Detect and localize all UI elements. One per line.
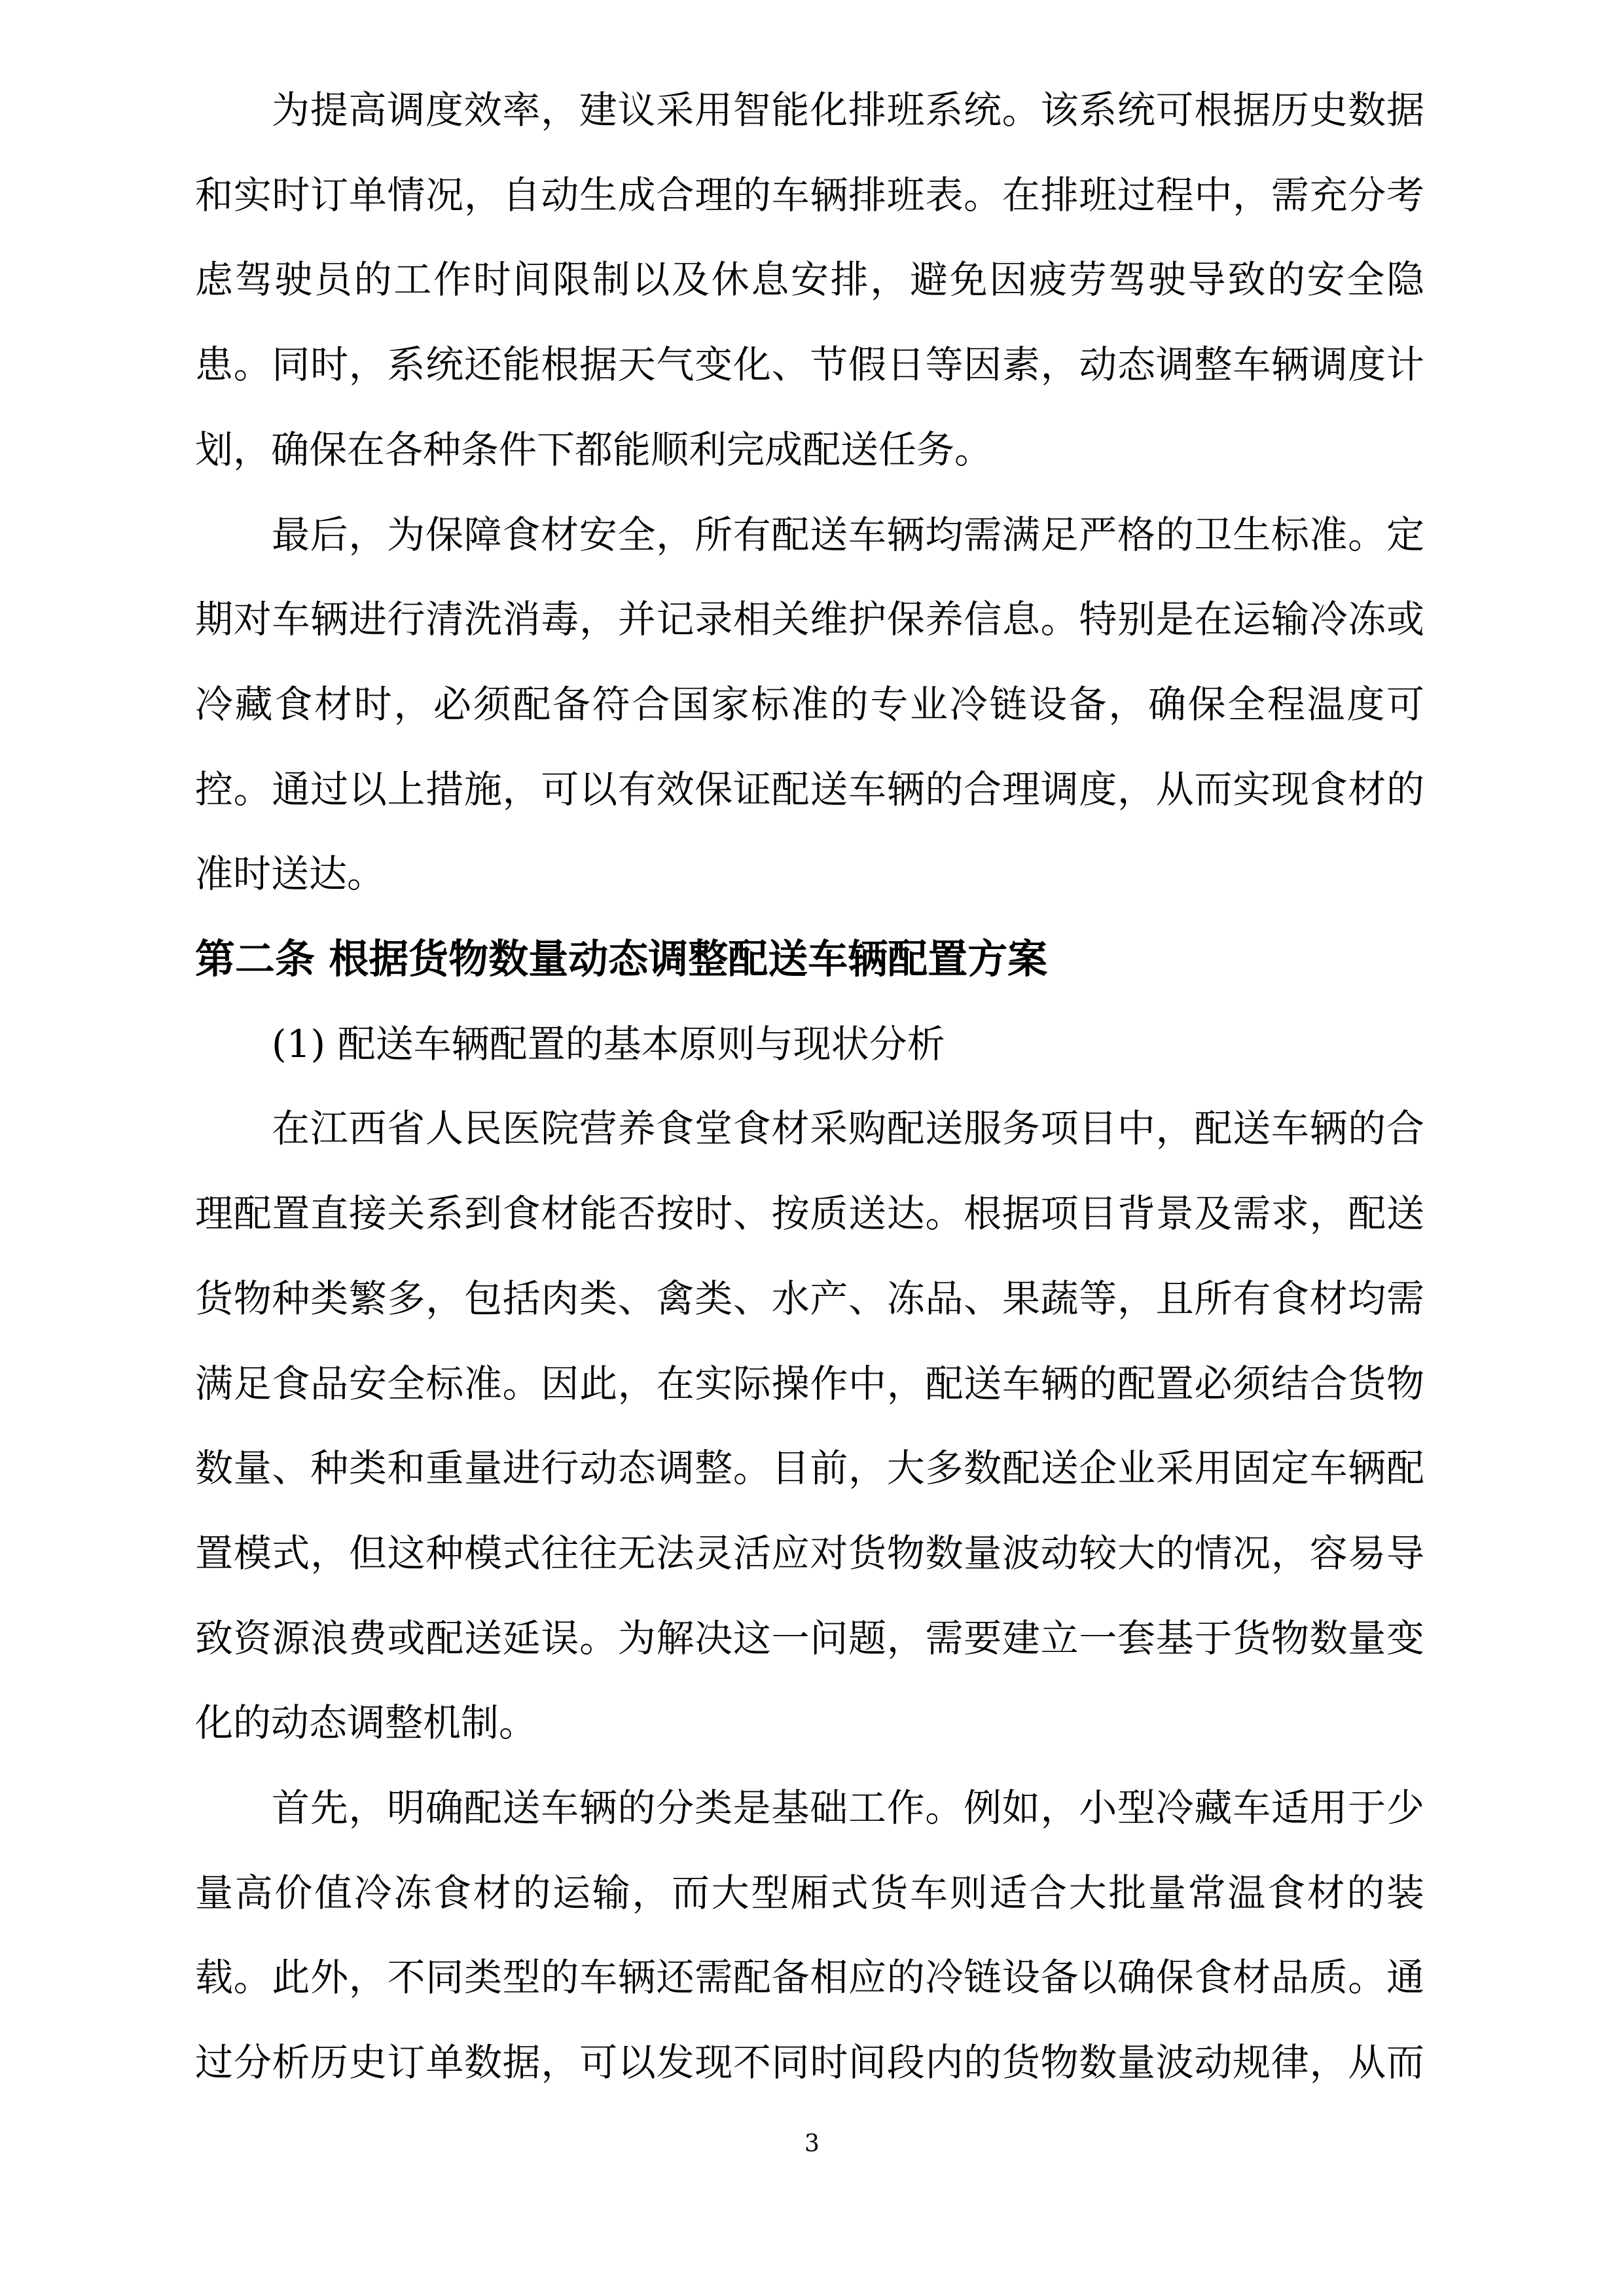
text-line: 量高价值冷冻食材的运输，而大型厢式货车则适合大批量常温食材的装 bbox=[195, 1870, 1424, 1915]
text-line: 过分析历史订单数据，可以发现不同时间段内的货物数量波动规律，从而 bbox=[195, 2040, 1424, 2085]
text-line: 首先，明确配送车辆的分类是基础工作。例如，小型冷藏车适用于少 bbox=[272, 1785, 1424, 1831]
subsection-heading: (1) 配送车辆配置的基本原则与现状分析 bbox=[272, 1021, 945, 1066]
paragraphs-before bbox=[195, 68, 1424, 917]
text-line: 化的动态调整机制。 bbox=[195, 1700, 537, 1746]
page-number: 3 bbox=[804, 2130, 820, 2157]
document-body bbox=[195, 68, 1424, 2106]
text-line: 期对车辆进行清洗消毒，并记录相关维护保养信息。特别是在运输冷冻或 bbox=[195, 597, 1424, 642]
text-line: 为提高调度效率，建议采用智能化排班系统。该系统可根据历史数据 bbox=[272, 88, 1424, 132]
text-line: 在江西省人民医院营养食堂食材采购配送服务项目中，配送车辆的合 bbox=[272, 1106, 1424, 1151]
text-line: 货物种类繁多，包括肉类、禽类、水产、冻品、果蔬等，且所有食材均需 bbox=[195, 1276, 1424, 1321]
paragraphs-after bbox=[195, 1086, 1424, 2105]
text-line: 载。此外，不同类型的车辆还需配备相应的冷链设备以确保食材品质。通 bbox=[195, 1955, 1424, 2000]
text-line: 准时送达。 bbox=[195, 852, 386, 897]
paragraph bbox=[195, 1766, 1424, 2106]
text-line: 致资源浪费或配送延误。为解决这一问题，需要建立一套基于货物数量变 bbox=[195, 1615, 1424, 1660]
text-line: 理配置直接关系到食材能否按时、按质送达。根据项目背景及需求，配送 bbox=[195, 1191, 1424, 1236]
paragraph bbox=[195, 1086, 1424, 1766]
text-line: 数量、种类和重量进行动态调整。目前，大多数配送企业采用固定车辆配 bbox=[195, 1446, 1424, 1491]
paragraph bbox=[195, 68, 1424, 493]
text-line: 患。同时，系统还能根据天气变化、节假日等因素，动态调整车辆调度计 bbox=[195, 342, 1424, 387]
text-line: 置模式，但这种模式往往无法灵活应对货物数量波动较大的情况，容易导 bbox=[195, 1530, 1424, 1575]
text-line: 控。通过以上措施，可以有效保证配送车辆的合理调度，从而实现食材的 bbox=[195, 766, 1424, 812]
text-line: 满足食品安全标准。因此，在实际操作中，配送车辆的配置必须结合货物 bbox=[195, 1361, 1424, 1406]
text-line: 和实时订单情况，自动生成合理的车辆排班表。在排班过程中，需充分考 bbox=[195, 172, 1424, 217]
text-line: 虑驾驶员的工作时间限制以及休息安排，避免因疲劳驾驶导致的安全隐 bbox=[195, 257, 1424, 302]
section-heading: 第二条 根据货物数量动态调整配送车辆配置方案 bbox=[195, 936, 1048, 983]
text-line: 划，确保在各种条件下都能顺利完成配送任务。 bbox=[195, 427, 993, 472]
paragraph bbox=[195, 493, 1424, 918]
text-line: 冷藏食材时，必须配备符合国家标准的专业冷链设备，确保全程温度可 bbox=[195, 681, 1424, 726]
text-line: 最后，为保障食材安全，所有配送车辆均需满足严格的卫生标准。定 bbox=[272, 512, 1424, 557]
